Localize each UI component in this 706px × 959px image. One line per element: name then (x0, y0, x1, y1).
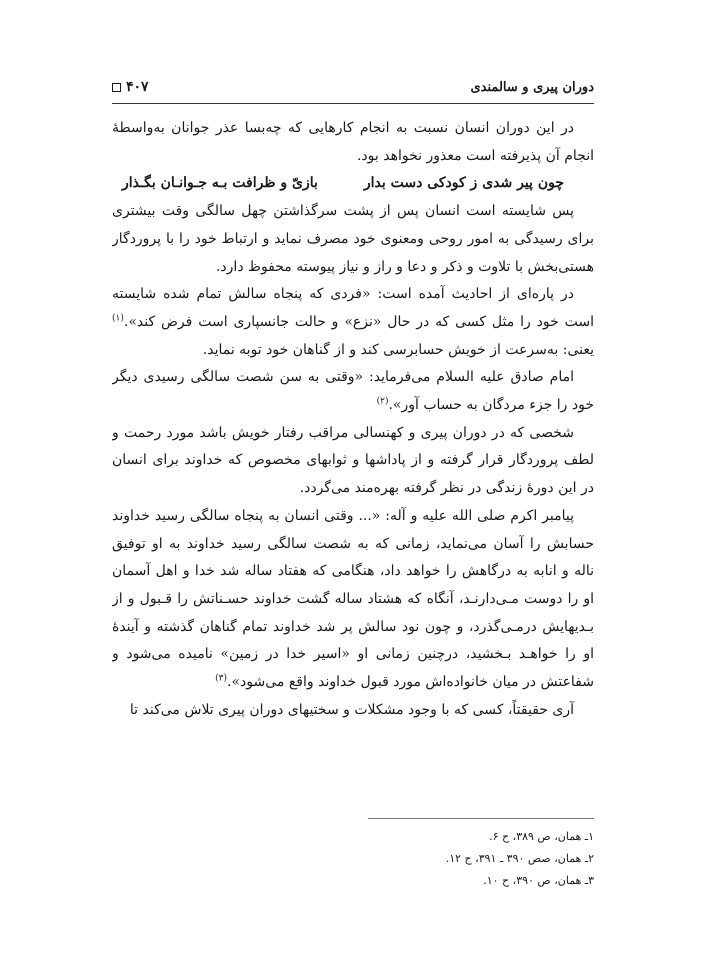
paragraph-3-text: در پاره‌ای از احادیث آمده است: «فردی که پنجاه سالش تمام شده شایسته است خود را مثل کسی که در حال «نزع» و حالت جانسپاری است فرض کند». (112, 286, 594, 330)
paragraph-4-text: امام صادق‌ علیه السلام می‌فرماید: «وقتی به سن شصت سالگی رسیدی دیگر خود را جزء مردگان به حساب آور». (112, 369, 594, 414)
page-number: ۴۰۷ (126, 79, 149, 95)
paragraph-4 (112, 364, 594, 419)
paragraph-7: آری حقیقتاً، کسی که با وجود مشکلات و سختیهای دوران پیری تلاش می‌کند تا (129, 701, 574, 718)
chapter-title: دوران پیری و سالمندی (470, 79, 594, 95)
paragraph-3 (112, 281, 594, 364)
footnotes (112, 826, 594, 892)
paragraph-2: پس شایسته است انسان پس از پشت سرگذاشتن چهل سالگی وقت بیشتری برای رسیدگی به امور روحی ومعنوی خود مصرف نماید و ارتباط خود را با پروردگار هستی‌بخش با تلاوت و ذکر و دعا و راز و نیاز پیوسته محفوظ دارد. (112, 203, 594, 275)
footnote-ref-1: (۱) (112, 313, 124, 324)
footnote-divider (368, 818, 594, 819)
paragraph-3-cont: یعنی: به‌سرعت از خویش حسابرسی کند و از گناهان خود توبه نماید. (202, 341, 594, 358)
page-number-group (112, 79, 149, 95)
running-header (112, 74, 594, 100)
paragraph-6 (112, 503, 594, 697)
footnote-ref-2: (۲) (376, 396, 389, 407)
paragraph-1: در این دوران انسان نسبت به انجام کارهایی که چه‌بسا عذر جوانان به‌واسطهٔ انجام آن پذیرفته است معذور نخواهد بود. (112, 120, 594, 164)
square-ornament-icon (112, 83, 121, 92)
header-divider (112, 103, 594, 104)
footnote-ref-3: (۳) (215, 673, 228, 684)
paragraph-6-text: پیامبر اکرم‌ صلی الله علیه و آله: «... وقتی انسان به پنجاه سالگی رسید خداوند حسابش را آسان می‌نماید، زمانی که به شصت سالگی رسید خداوند به او توفیق ناله و انابه به درگاهش را خواهد داد، هنگامی که هفتاد ساله شد خدا و اهل آسمان او را دوست مـی‌دارنـد، آنگاه که هشتاد ساله گشت خداوند حسـناتش را قـبول و از بـدیهایش درمـی‌گذرد، و چون نود سالش پر شد خداوند تمام گناهان گذشته و آیندهٔ او را خواهـد بـخشید، درچنین زمانی او «اسیر خدا در زمین» نامیده می‌شود و شفاعتش در میان خانواده‌اش مورد قبول خداوند واقع می‌شود». (112, 507, 594, 691)
verse-first-hemistich: چون پیر شدی ز کودکی دست بدار (363, 175, 564, 192)
paragraph-5: شخصی که در دوران پیری و کهنسالی مراقب رفتار خویش باشد مورد رحمت و لطف پروردگار قرار گرفته و از پاداشها و ثوابهای مخصوص که خداوند برای انسان در این دورهٔ زندگی در نظر گرفته بهره‌مند می‌گردد. (112, 424, 594, 497)
poem-verse (112, 170, 594, 198)
footnote-3: ۳ـ همان، ص ۳۹۰، ح ۱۰. (483, 874, 594, 887)
main-text (112, 115, 594, 805)
verse-second-hemistich: بازیّ و ظرافت بـه جـوانـان بگـذار (122, 175, 318, 192)
footnote-1: ۱ـ همان، ص ۳۸۹، ح ۶. (489, 830, 594, 843)
footnote-2: ۲ـ همان، صص ۳۹۰ ـ ۳۹۱، ح ۱۲. (445, 852, 594, 865)
